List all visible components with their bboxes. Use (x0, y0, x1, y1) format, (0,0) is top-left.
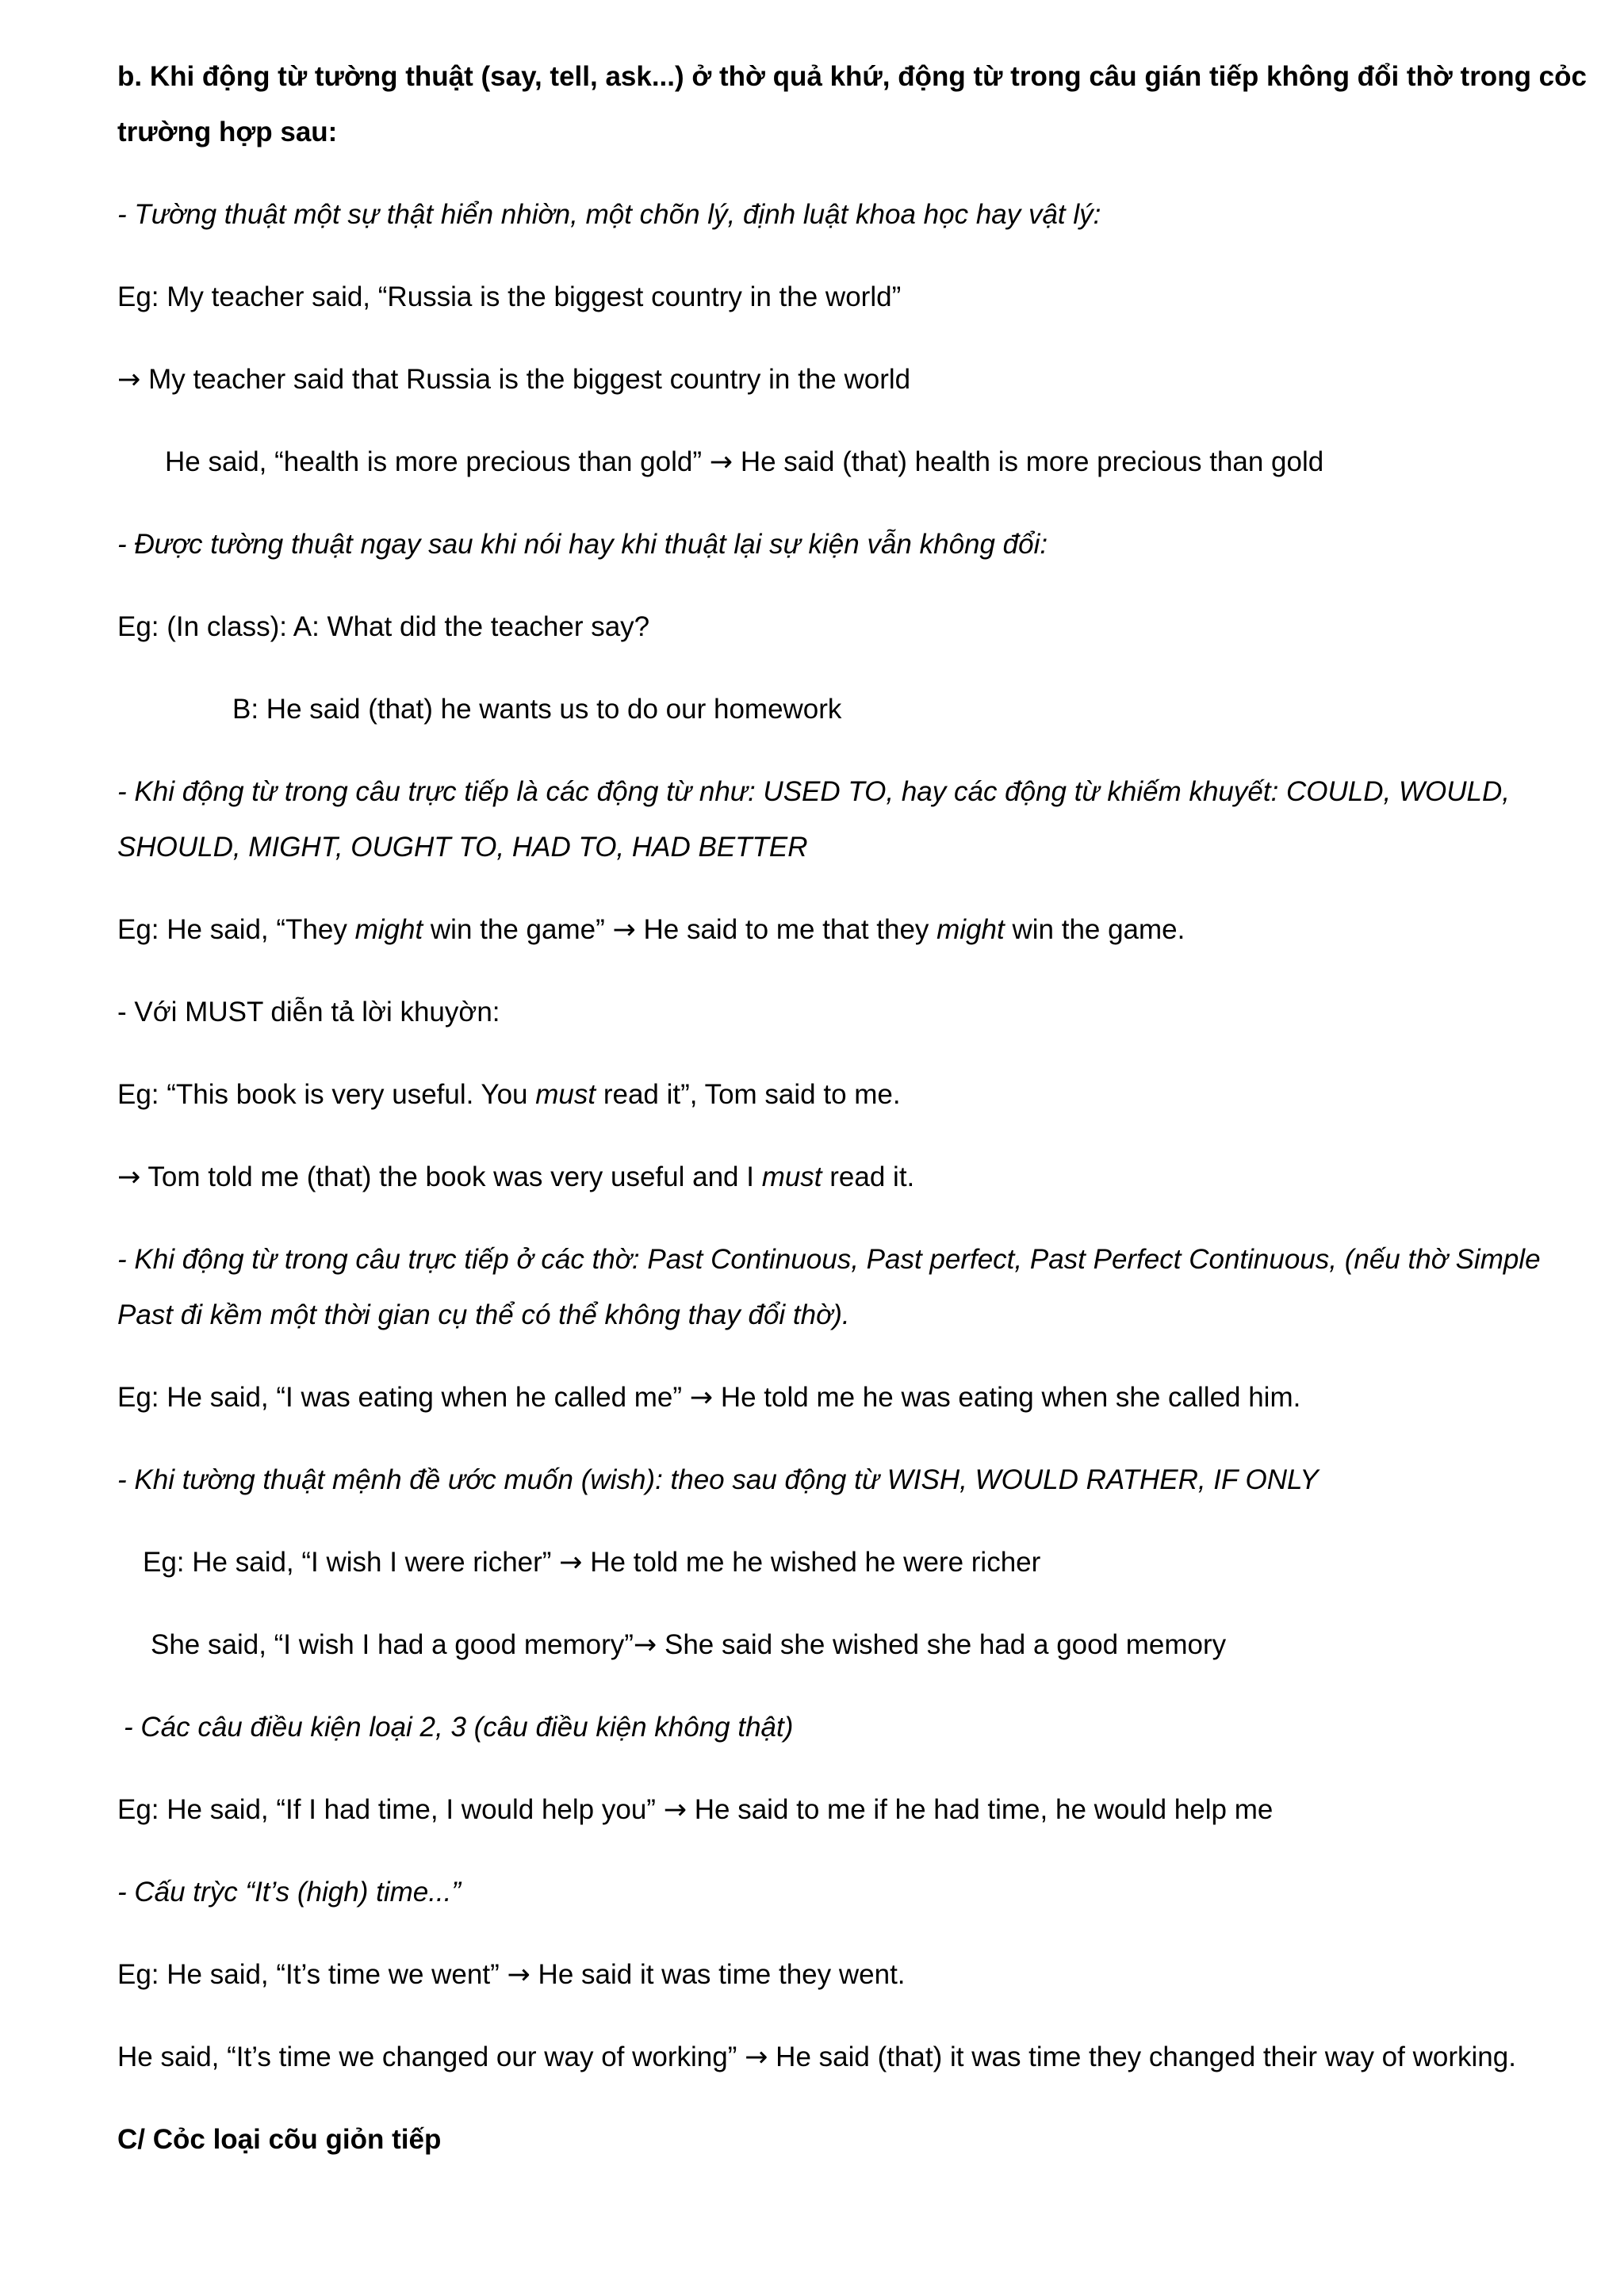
example-direct: Eg: He said, “I was eating when he called me” (117, 1382, 683, 1413)
example-text: read it”, Tom said to me. (596, 1079, 901, 1110)
example-might (117, 902, 1545, 958)
example-text: Tom told me (that) the book was very useful and I (140, 1161, 762, 1192)
example-direct: Eg: He said, “It’s time we went” (117, 1959, 500, 1990)
example-conditional (117, 1782, 1545, 1838)
example-memory (117, 1617, 1545, 1673)
arrow-right-icon: → (117, 1161, 141, 1193)
example-health (117, 434, 1545, 490)
rule-immediate: - Được tường thuật ngay sau khi nói hay khi thuật lại sự kiện vẫn không đổi: (117, 529, 1048, 560)
example-way-of-working (117, 2030, 1545, 2085)
example-reported: He told me he was eating when she called him. (720, 1382, 1301, 1413)
emphasis-text: might (936, 914, 1005, 945)
rule-past-tenses-line1: - Khi động từ trong câu trực tiếp ở các thờ: Past Continuous, Past perfect, Past Perfect Continuous, (nếu thờ Simple (117, 1244, 1541, 1275)
rule-conditional: - Các câu điều kiện loại 2, 3 (câu điều kiện không thật) (124, 1712, 794, 1743)
rule-its-time: - Cấu trỳc “It’s (high) time...” (117, 1877, 462, 1908)
example-reported: He told me he wished he were richer (590, 1547, 1041, 1578)
example-russia-result (117, 352, 1545, 408)
example-text: Eg: He said, “They (117, 914, 355, 945)
example-direct: He said, “health is more precious than gold” (165, 446, 703, 477)
example-text: He said to me that they (635, 914, 937, 945)
example-text: win the game. (1004, 914, 1185, 945)
rule-modal-line1: - Khi động từ trong câu trực tiếp là các động từ như: USED TO, hay các động từ khiếm khuyết: COULD, WOULD, (117, 776, 1510, 807)
example-text: Eg: “This book is very useful. You (117, 1079, 536, 1110)
example-time-went (117, 1947, 1545, 2003)
example-direct: He said, “It’s time we changed our way of working” (117, 2042, 737, 2072)
rule-wish: - Khi tường thuật mệnh đề ước muốn (wish): theo sau động từ WISH, WOULD RATHER, IF ONLY (117, 1464, 1319, 1495)
example-text: My teacher said that Russia is the biggest country in the world (148, 364, 911, 395)
example-reported: He said (that) it was time they changed their way of working. (776, 2042, 1516, 2072)
example-direct: She said, “I wish I had a good memory” (151, 1629, 634, 1660)
example-eating (117, 1370, 1545, 1425)
emphasis-text: must (761, 1161, 822, 1192)
arrow-right-icon: → (559, 1547, 583, 1578)
arrow-right-icon: → (507, 1959, 530, 1991)
arrow-right-icon: → (745, 2042, 768, 2073)
example-text: read it. (822, 1161, 915, 1192)
example-direct: Eg: He said, “I wish I were richer” (143, 1547, 552, 1578)
example-reported: He said to me if he had time, he would help me (694, 1794, 1274, 1825)
example-richer (117, 1535, 1545, 1590)
example-must (117, 1067, 1545, 1123)
example-text: win the game” (423, 914, 613, 945)
example-direct: Eg: He said, “If I had time, I would help you” (117, 1794, 656, 1825)
arrow-right-icon: → (612, 914, 636, 946)
emphasis-text: must (535, 1079, 596, 1110)
example-russia: Eg: My teacher said, “Russia is the biggest country in the world” (117, 281, 902, 312)
example-must-result (117, 1150, 1545, 1205)
example-reported: He said it was time they went. (538, 1959, 906, 1990)
arrow-right-icon: → (117, 364, 141, 396)
arrow-right-icon: → (709, 446, 733, 478)
arrow-right-icon: → (663, 1794, 688, 1826)
example-class-a: Eg: (In class): A: What did the teacher say? (117, 611, 650, 642)
rule-past-tenses-line2: Past đi kềm một thời gian cụ thể có thể không thay đổi thờ). (117, 1299, 850, 1330)
section-c-heading: C/ Cỏc loại cõu giỏn tiếp (117, 2124, 442, 2155)
arrow-right-icon: → (633, 1629, 657, 1661)
document-page (117, 49, 1587, 2168)
example-class-b: B: He said (that) he wants us to do our homework (232, 694, 842, 725)
arrow-right-icon: → (689, 1382, 714, 1414)
example-reported: She said she wished she had a good memory (664, 1629, 1227, 1660)
section-b-heading-line1: b. Khi động từ tường thuật (say, tell, ask...) ở thờ quả khứ, động từ trong câu gián tiếp không đổi thờ trong cỏc (117, 61, 1587, 92)
emphasis-text: might (354, 914, 423, 945)
example-reported: He said (that) health is more precious than gold (740, 446, 1324, 477)
rule-modal-line2: SHOULD, MIGHT, OUGHT TO, HAD TO, HAD BETTER (117, 832, 808, 863)
section-b-heading-line2: trường hợp sau: (117, 117, 338, 147)
rule-must: - Với MUST diễn tả lời khuyờn: (117, 997, 500, 1027)
rule-fact: - Tường thuật một sự thật hiển nhiờn, một chõn lý, định luật khoa học hay vật lý: (117, 199, 1101, 230)
